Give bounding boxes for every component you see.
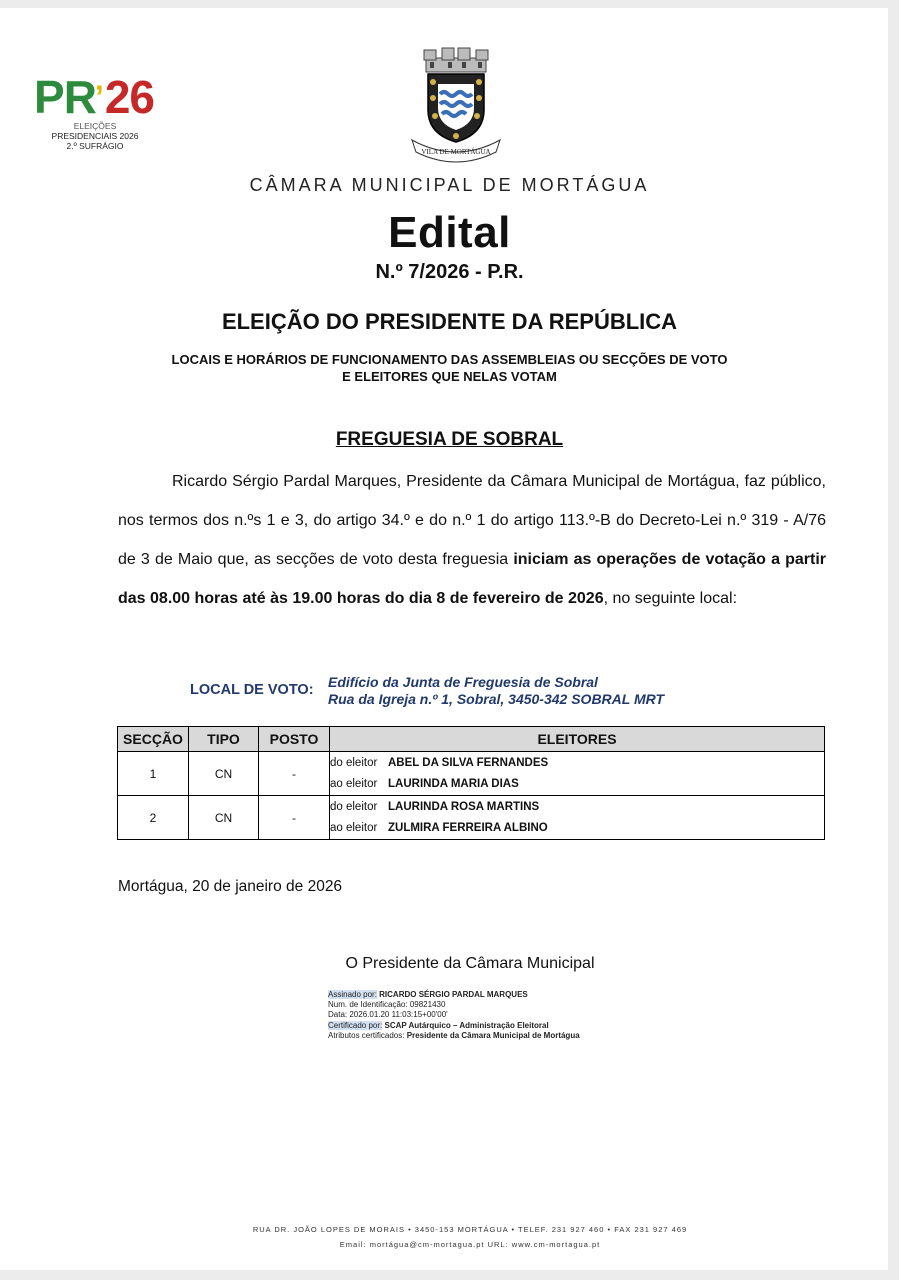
election-title: ELEIÇÃO DO PRESIDENTE DA REPÚBLICA: [221, 309, 678, 334]
body-text-2: , no seguinte local:: [603, 590, 738, 607]
body-text-bold: iniciam as operações de votação a partir das 08.00 horas até às 19.00 horas do dia 8 de fevereiro de 2026: [118, 551, 827, 607]
parish-heading: FREGUESIA DE SOBRAL: [335, 429, 564, 450]
cell-seccao: 2: [118, 796, 189, 840]
to-voter: ZULMIRA FERREIRA ALBINO: [388, 821, 548, 834]
cell-tipo: CN: [189, 752, 259, 796]
signatory-title: O Presidente da Câmara Municipal: [345, 955, 595, 972]
from-voter: ABEL DA SILVA FERNANDES: [388, 756, 549, 769]
sections-table: [117, 726, 825, 840]
digital-signature-block: [328, 990, 580, 1041]
subtitle-line-1: LOCAIS E HORÁRIOS DE FUNCIONAMENTO DAS ASSEMBLEIAS OU SECÇÕES DE VOTO: [171, 352, 728, 367]
logo-line-2: PRESIDENCIAIS 2026: [51, 131, 139, 141]
logo-mark-p: P: [34, 71, 64, 123]
polling-place-line-1: Edifício da Junta de Freguesia de Sobral: [328, 674, 598, 690]
sig-signed-by-label: Assinado por:: [328, 990, 377, 999]
logo-mark-tick: ’: [94, 79, 103, 115]
body-paragraph: [118, 462, 826, 618]
sig-attr-value: Presidente da Câmara Municipal de Mortágua: [406, 1030, 580, 1040]
sig-date-line: Data: 2026.01.20 11:03:15+00'00': [328, 1010, 448, 1020]
logo-line-1: ELEIÇÕES: [73, 121, 117, 131]
crest-motto: VILA DE MORTÁGUA: [421, 148, 491, 156]
from-prefix: do eleitor: [330, 756, 378, 769]
header-seccao: SECÇÃO: [118, 727, 189, 752]
sig-id-line: Num. de Identificação: 09821430: [328, 1000, 446, 1010]
from-voter: LAURINDA ROSA MARTINS: [388, 800, 540, 813]
polling-place-label: LOCAL DE VOTO:: [190, 682, 314, 698]
table-header-row: [118, 727, 825, 752]
footer-address: RUA DR. JOÃO LOPES DE MORAIS • 3450-153 MORTÁGUA • TELEF. 231 927 460 • FAX 231 927 469: [252, 1225, 688, 1234]
municipality-title: CÂMARA MUNICIPAL DE MORTÁGUA: [249, 175, 650, 195]
logo-mark: [34, 72, 174, 122]
document-type: Edital: [388, 208, 511, 257]
header-posto: POSTO: [259, 727, 330, 752]
sig-attr-label: Atributos certificados:: [328, 1030, 405, 1040]
polling-place-line-2: Rua da Igreja n.º 1, Sobral, 3450-342 SOBRAL MRT: [328, 691, 665, 707]
cell-seccao: 1: [118, 752, 189, 796]
subtitle-line-2: E ELEITORES QUE NELAS VOTAM: [342, 369, 557, 384]
logo-line-3: 2.º SUFRÁGIO: [66, 141, 124, 151]
body-text-1: Ricardo Sérgio Pardal Marques, Presidente da Câmara Municipal de Mortágua, faz público, nos termos dos n.ºs 1 e 3, do artigo 34.º e do n.º 1 do artigo 113.º-B do Decreto-Lei n.º 319 - A/76 de 3 de Maio que, as secções de voto desta freguesia: [118, 473, 826, 568]
sig-signed-by: RICARDO SÉRGIO PARDAL MARQUES: [379, 990, 528, 999]
date-line: Mortágua, 20 de janeiro de 2026: [118, 878, 343, 895]
header-eleitores: ELEITORES: [330, 727, 825, 752]
logo-mark-r: R: [63, 71, 96, 123]
footer-contacts: Email: mortágua@cm-mortagua.pt URL: www.cm-mortagua.pt: [339, 1240, 601, 1249]
cell-posto: -: [259, 752, 330, 796]
sig-cert-value: SCAP Autárquico – Administração Eleitoral: [384, 1020, 549, 1030]
to-voter: LAURINDA MARIA DIAS: [388, 777, 519, 790]
cell-eleitores: [330, 796, 825, 840]
municipal-crest-icon: [404, 44, 508, 164]
from-prefix: do eleitor: [330, 800, 378, 813]
sig-cert-label: Certificado por:: [328, 1020, 383, 1030]
to-prefix: ao eleitor: [330, 821, 378, 834]
cell-tipo: CN: [189, 796, 259, 840]
polling-place-address: [328, 674, 664, 708]
election-logo: [34, 72, 174, 151]
table-row: [118, 752, 825, 796]
document-number: N.º 7/2026 - P.R.: [375, 261, 524, 283]
document-page: [0, 8, 888, 1270]
logo-mark-number: 26: [104, 71, 154, 123]
to-prefix: ao eleitor: [330, 777, 378, 790]
cell-posto: -: [259, 796, 330, 840]
logo-subtitle: [34, 121, 156, 151]
document-subtitle: [0, 351, 899, 385]
header-tipo: TIPO: [189, 727, 259, 752]
table-row: [118, 796, 825, 840]
cell-eleitores: [330, 752, 825, 796]
